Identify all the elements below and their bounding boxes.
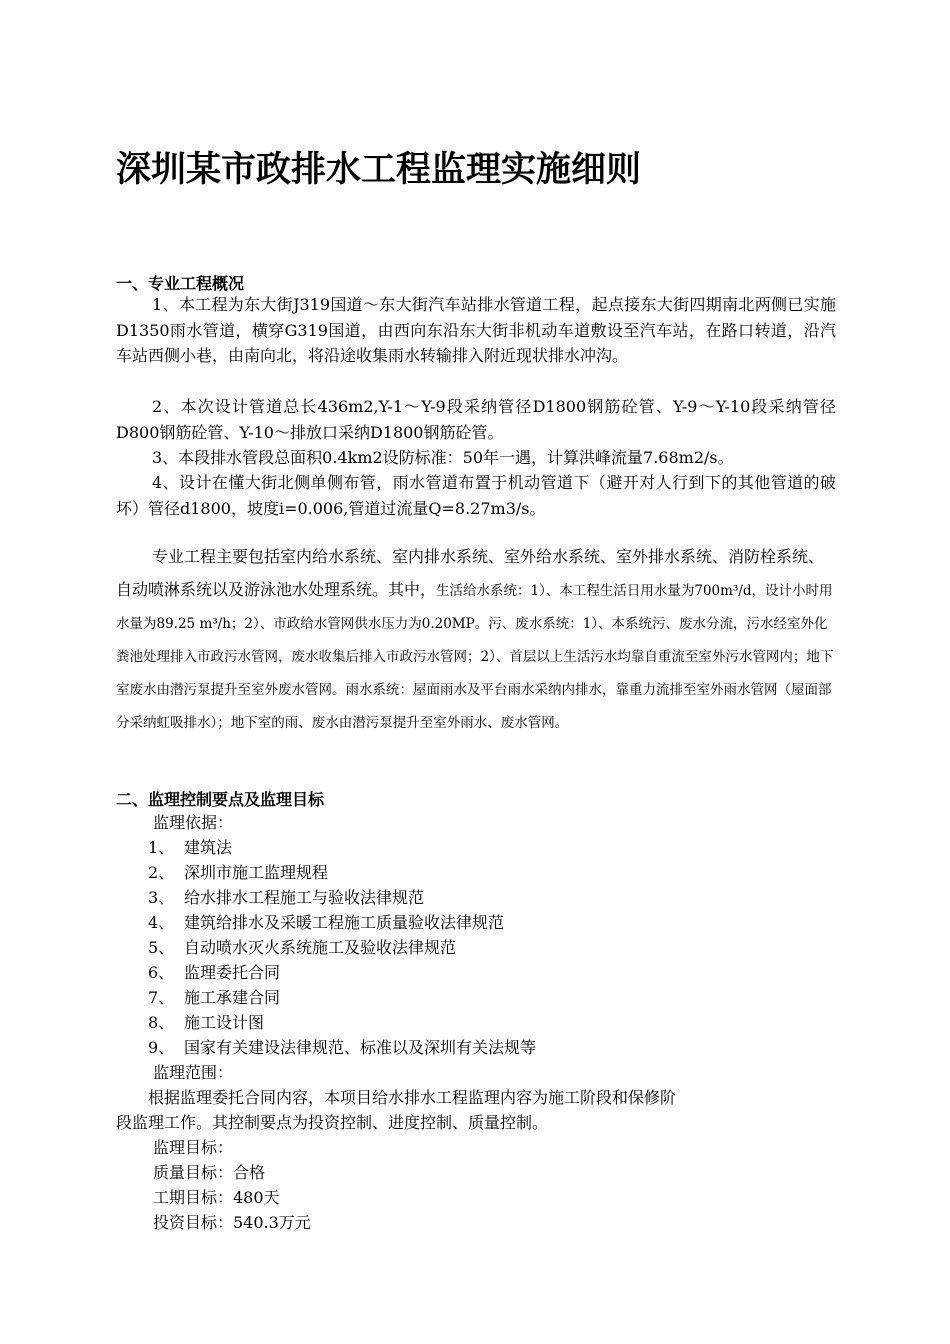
section1-heading: 一、专业工程概况: [116, 274, 245, 293]
section1-paragraph-3: 3、本段排水管段总面积0.4km2设防标准：50年一遇，计算洪峰流量7.68m2/s。: [152, 448, 734, 467]
scope-text-line-1: 根据监理委托合同内容，本项目给水排水工程监理内容为施工阶段和保修阶: [148, 1088, 677, 1107]
scope-text-line-2: 段监理工作。其控制要点为投资控制、进度控制、质量控制。: [116, 1113, 549, 1132]
basis-item: 1、 建筑法: [148, 838, 233, 857]
goal-label: 监理目标：: [153, 1138, 234, 1157]
section1-paragraph-4: 4、设计在懂大街北侧单侧布管，雨水管道布置于机动管道下（避开对人行到下的其他管道的破坏）管径d1800，坡度i=0.006,管道过流量Q=8.27m3/s。: [116, 473, 836, 518]
section1-scope-intro: 专业工程主要包括室内给水系统、室内排水系统、室外给水系统、室外排水系统、消防栓系统、自动喷淋系统以及游泳池水处理系统。其中，: [116, 547, 825, 599]
basis-item: 7、 施工承建合同: [148, 988, 281, 1007]
goal-schedule: 工期目标：480天: [153, 1188, 280, 1207]
section1-paragraph-1: 1、本工程为东大街J319国道～东大街汽车站排水管道工程，起点接东大街四期南北两侧已实施D1350雨水管道，横穿G319国道，由西向东沿东大街非机动车道敷设至汽车站，在路口转道，沿汽车站西侧小巷，由南向北，将沿途收集雨水转输排入附近现状排水冲沟。: [116, 295, 836, 366]
basis-item: 9、 国家有关建设法律规范、标准以及深圳有关法规等: [148, 1038, 537, 1057]
basis-item: 2、 深圳市施工监理规程: [148, 863, 329, 882]
basis-item: 5、 自动喷水灭火系统施工及验收法律规范: [148, 938, 457, 957]
section1-scope-block: [116, 540, 836, 740]
basis-item: 6、 监理委托合同: [148, 963, 281, 982]
section1-paragraph-2: 2、本次设计管道总长436m2,Y-1～Y-9段采纳管径D1800钢筋砼管、Y-9～Y-10段采纳管径D800钢筋砼管、Y-10～排放口采纳D1800钢筋砼管。: [116, 397, 836, 442]
basis-item: 3、 给水排水工程施工与验收法律规范: [148, 888, 425, 907]
section1-scope-detail: 生活给水系统：1）、本工程生活日用水量为700m³/d，设计小时用水量为89.25 m³/h；2）、市政给水管网供水压力为0.20MP。污、废水系统：1）、本系统污、废水分流，污水经室外化粪池处理排入市政污水管网，废水收集后排入市政污水管网；2）、首层以上生活污水均靠自重流至室外污水管网内；地下室废水由潜污泵提升至室外废水管网。雨水系统：屋面雨水及平台雨水采纳内排水，靠重力流排至室外雨水管网（屋面部分采纳虹吸排水）；地下室的雨、废水由潜污泵提升至室外雨水、废水管网。: [116, 583, 834, 731]
scope-label: 监理范围：: [153, 1063, 234, 1082]
basis-item: 4、 建筑给排水及采暖工程施工质量验收法律规范: [148, 913, 505, 932]
document-title: 深圳某市政排水工程监理实施细则: [116, 150, 642, 190]
goal-quality: 质量目标：合格: [153, 1163, 266, 1182]
section2-heading: 二、监理控制要点及监理目标: [116, 790, 325, 809]
basis-label: 监理依据：: [153, 813, 234, 832]
basis-item: 8、 施工设计图: [148, 1013, 265, 1032]
goal-investment: 投资目标：540.3万元: [153, 1213, 311, 1232]
